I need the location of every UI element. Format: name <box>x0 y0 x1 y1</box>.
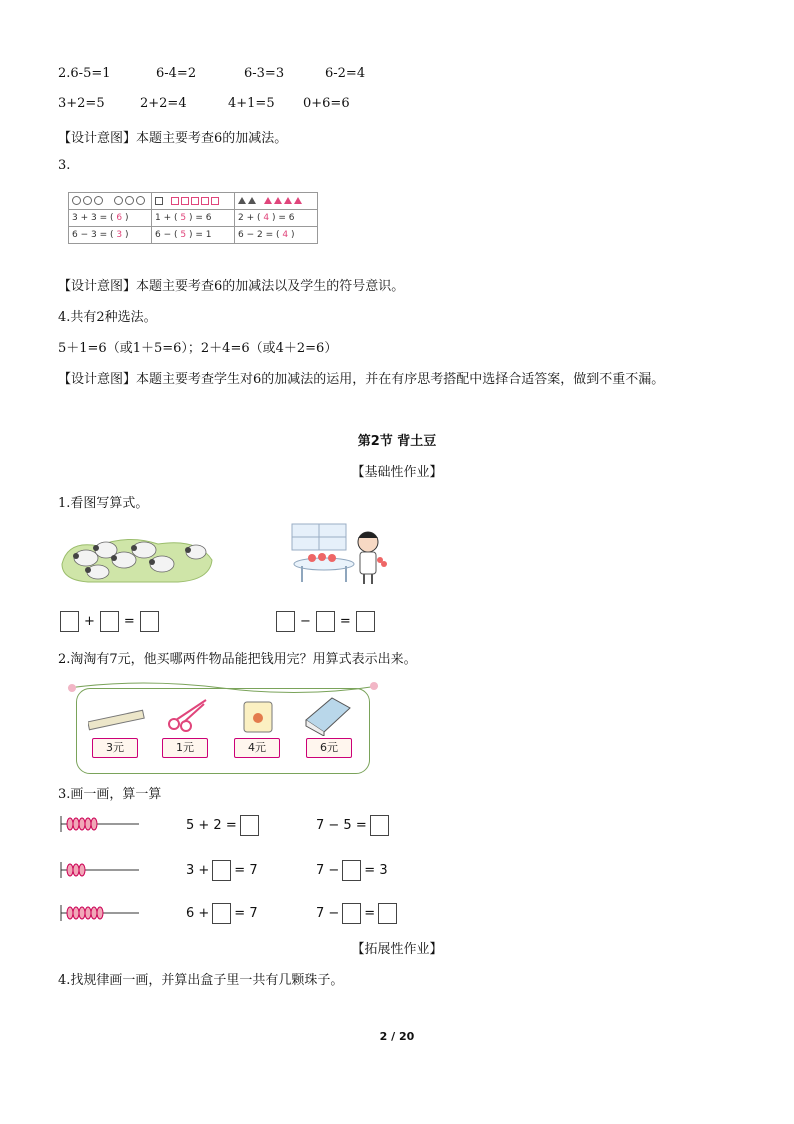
child-apples-illustration <box>286 520 396 586</box>
answer-item: 3+2=5 <box>58 96 105 111</box>
q3-label: 3. <box>58 158 71 173</box>
answer-box[interactable] <box>276 611 295 632</box>
problem-2: 2.淘淘有7元，他买哪两件物品能把钱用完？用算式表示出来。 <box>58 652 417 667</box>
shapes-triangles <box>235 193 318 210</box>
problem-3: 3.画一画，算一算 <box>58 787 162 802</box>
equation-row2-b: 7 − = 3 <box>316 860 388 881</box>
answer-item: 6-4=2 <box>156 66 197 81</box>
problem-1: 1.看图写算式。 <box>58 496 149 511</box>
equation-add: + = <box>60 611 159 632</box>
scissors-icon <box>169 700 206 731</box>
answer-box[interactable] <box>378 903 397 924</box>
answer-box[interactable] <box>100 611 119 632</box>
answer-box[interactable] <box>60 611 79 632</box>
table-cell: 2 + ( 4 ) = 6 <box>235 210 318 227</box>
answer-box[interactable] <box>356 611 375 632</box>
answer-item: 2.6-5=1 <box>58 66 111 81</box>
equation-row3-b: 7 − = <box>316 903 397 924</box>
abacus-1 <box>60 814 140 834</box>
table-cell: 6 − 3 = ( 3 ) <box>69 227 152 244</box>
design-intent-1: 【设计意图】本题主要考查6的加减法。 <box>58 131 288 146</box>
table-row <box>69 227 318 244</box>
page-number: 2 / 20 <box>379 1030 415 1043</box>
basic-homework-heading: 【基础性作业】 <box>351 465 443 480</box>
problem-4: 4.找规律画一画，并算出盒子里一共有几颗珠子。 <box>58 973 344 988</box>
answer-box[interactable] <box>342 860 361 881</box>
table-cell: 1 + ( 5 ) = 6 <box>152 210 235 227</box>
design-intent-3: 【设计意图】本题主要考查学生对6的加减法的运用，并在有序思考搭配中选择合适答案，做到不重不漏。 <box>58 372 665 387</box>
answer-item: 2+2=4 <box>140 96 187 111</box>
table-cell: 6 − 2 = ( 4 ) <box>235 227 318 244</box>
table-row <box>69 210 318 227</box>
items-illustration <box>88 696 360 736</box>
price-tag-ruler: 3元 <box>92 738 138 758</box>
table-row <box>69 193 318 210</box>
section-title: 第2节 背土豆 <box>357 434 437 449</box>
answer-box[interactable] <box>316 611 335 632</box>
q3-table <box>68 192 318 244</box>
price-tag-canister: 4元 <box>234 738 280 758</box>
design-intent-2: 【设计意图】本题主要考查6的加减法以及学生的符号意识。 <box>58 279 405 294</box>
canister-icon <box>244 702 272 732</box>
answer-box[interactable] <box>240 815 259 836</box>
book-icon <box>306 698 350 736</box>
vine-decoration <box>62 676 384 698</box>
price-tag-scissors: 1元 <box>162 738 208 758</box>
answer-box[interactable] <box>212 860 231 881</box>
equation-row3-a: 6 + = 7 <box>186 903 258 924</box>
shapes-squares <box>152 193 235 210</box>
table-cell: 3 + 3 = ( 6 ) <box>69 210 152 227</box>
shapes-circles <box>69 193 152 210</box>
equation-row1-b: 7 − 5 = <box>316 815 389 836</box>
price-tag-book: 6元 <box>306 738 352 758</box>
abacus-2 <box>60 860 140 880</box>
equation-row1-a: 5 + 2 = <box>186 815 259 836</box>
answer-item: 6-2=4 <box>325 66 366 81</box>
answer-item: 6-3=3 <box>244 66 285 81</box>
table-cell: 6 − ( 5 ) = 1 <box>152 227 235 244</box>
ruler-icon <box>88 710 144 729</box>
sheep-illustration <box>58 520 216 586</box>
equation-row2-a: 3 + = 7 <box>186 860 258 881</box>
answer-box[interactable] <box>140 611 159 632</box>
equation-subtract: − = <box>276 611 375 632</box>
answer-item: 0+6=6 <box>303 96 350 111</box>
answer-box[interactable] <box>370 815 389 836</box>
answer-item: 4+1=5 <box>228 96 275 111</box>
extended-homework-heading: 【拓展性作业】 <box>351 942 443 957</box>
answer-box[interactable] <box>212 903 231 924</box>
q4-line-1: 4.共有2种选法。 <box>58 310 157 325</box>
q4-line-2: 5＋1=6（或1＋5=6）；2＋4=6（或4＋2=6） <box>58 341 338 356</box>
abacus-3 <box>60 903 140 923</box>
answer-box[interactable] <box>342 903 361 924</box>
